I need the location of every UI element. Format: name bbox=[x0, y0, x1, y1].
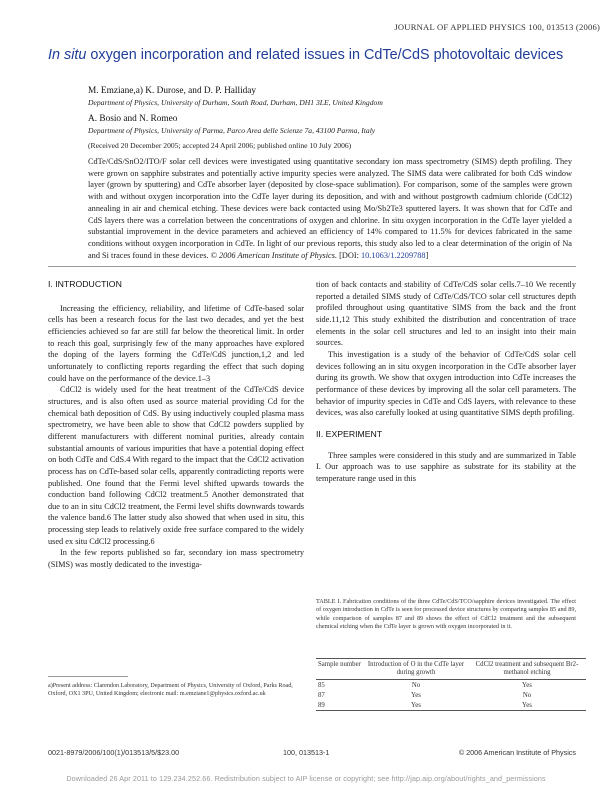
footnote-divider bbox=[48, 676, 128, 677]
table-cell: Yes bbox=[411, 701, 421, 709]
authors-line-2: A. Bosio and N. Romeo bbox=[88, 114, 178, 124]
table-caption: TABLE I. Fabrication conditions of the three CdTe/CdS/TCO/sapphire devices investigated. The effect of oxygen introduction in CdTe is seen for processed device structures by comparing samples 85 and 89, while comparison of samples 87 and 89 shows the effect of CdCl2 treatment and the subsequent chemical etching when the CdTe layer is grown with oxygen incorporated in it. bbox=[316, 598, 576, 630]
doi-link[interactable]: 10.1063/1.2209788 bbox=[361, 250, 426, 260]
affiliation-2: Department of Physics, University of Parma, Parco Area delle Scienze 7a, 43100 Parma, Italy bbox=[88, 126, 376, 135]
footer-page: 100, 013513-1 bbox=[283, 748, 330, 757]
authors-line-1: M. Emziane,a) K. Durose, and D. P. Halliday bbox=[88, 86, 257, 96]
right-paragraph-2: This investigation is a study of the behavior of CdTe/CdS solar cell devices following an in situ oxygen incorporation in the CdTe absorber layer during its growth. We show that oxygen introduction into CdTe increases the performance of these devices by improving all the solar cell parameters. The behavior of impurity species in CdTe and CdS layers, with relevance to these devices, was also carefully looked at using quantitative SIMS depth profiling. bbox=[316, 349, 576, 418]
footer-copyright: © 2006 American Institute of Physics bbox=[458, 748, 576, 757]
table-1 bbox=[316, 658, 586, 711]
table-cell: Yes bbox=[522, 701, 532, 709]
abstract-copyright: © 2006 American Institute of Physics. bbox=[210, 250, 338, 260]
title-rest: oxygen incorporation and related issues in CdTe/CdS photovoltaic devices bbox=[86, 47, 564, 63]
table-row bbox=[316, 700, 586, 711]
intro-heading: I. INTRODUCTION bbox=[48, 279, 122, 289]
table-header-oxygen: Introduction of O in the CdTe layer during growth bbox=[367, 661, 465, 676]
affiliation-1: Department of Physics, University of Durham, South Road, Durham, DH1 3LE, United Kingdom bbox=[88, 98, 383, 107]
intro-paragraph-2: CdCl2 is widely used for the heat treatment of the CdTe/CdS device structures, and is also often used as source material providing Cd for the chemical bath deposition of CdS. By using inductively coupled plasma mass spectrometry, we have been able to show that CdCl2 powders supplied by different manufacturers with different nominal purities, already contain substantial amounts of various impurities that have a potential doping effect on both CdTe and CdS.4 With regard to the impact that the CdCl2 activation process has on CdTe-based solar cells, apparently contradicting reports were published. One found that the Fermi level shifted upwards towards the conduction band following CdCl2 treatment.5 Another demonstrated that due to an in situ CdCl2 treatment, the Fermi level shifts downwards towards the valence band.6 The latter study also showed that when used in situ, this processing step leads to relatively oxide free surface compared to the widely used ex situ CdCl2 processing.6 bbox=[48, 385, 304, 546]
received-dates: (Received 20 December 2005; accepted 24 April 2006; published online 10 July 2006) bbox=[88, 141, 352, 150]
table-cell: 85 bbox=[318, 681, 325, 689]
table-cell: Yes bbox=[522, 681, 532, 689]
right-paragraph-1: tion of back contacts and stability of CdTe/CdS solar cells.7–10 We recently reported a detailed SIMS study of CdTe/CdS/TCO solar cell structures depth profiled throughout using quantitative SIMS from the back and the front side.11,12 This study exhibited the distribution and concentration of trace elements in the solar cell structures and led to an insight into their main sources. bbox=[316, 280, 576, 348]
fabrication-table bbox=[316, 658, 586, 711]
abstract-text: CdTe/CdS/SnO2/ITO/F solar cell devices were investigated using quantitative secondary ion mass spectrometry (SIMS) depth profiling. They were grown on sapphire substrates and potentially active impurity species were analyzed. The SIMS data were calibrated for both CdS window layer (grown by sputtering) and CdTe absorber layer (deposited by close-space sublimation). For comparison, some of the samples were grown with and without oxygen incorporation into the CdTe layer during its deposition, and with and without postgrowth cadmium chloride (CdCl2) annealing in air and chemical etching. These devices were back contacted using Mo/Sb2Te3 sputtered layers. It was shown that for CdTe and CdS layers there was a correlation between the concentrations of oxygen and chlorine. In situ oxygen incorporation in the CdTe layer yielded a substantial improvement in the device parameters and achieved an efficiency of 14% compared to 11.5% for devices fabricated in the same conditions without oxygen incorporation in CdTe. In light of our previous reports, this study also led to a clear determination of the origin of Na and Si traces found in these devices. bbox=[88, 157, 572, 260]
abstract bbox=[88, 156, 572, 261]
table-header-sample: Sample number bbox=[318, 661, 361, 668]
table-cell: 87 bbox=[318, 691, 325, 699]
experiment-heading: II. EXPERIMENT bbox=[316, 428, 383, 439]
doi-prefix: [DOI: bbox=[339, 250, 361, 260]
table-cell: Yes bbox=[411, 691, 421, 699]
table-row bbox=[316, 690, 586, 700]
doi-suffix: ] bbox=[425, 250, 429, 260]
abstract-divider bbox=[48, 266, 576, 267]
footnote: a)Present address: Clarendon Laboratory, Department of Physics, University of Oxford, Parks Road, Oxford, OX1 3PU, United Kingdom; electronic mail: m.emziane1@physics.oxford.ac.uk bbox=[48, 683, 293, 698]
journal-header: JOURNAL OF APPLIED PHYSICS 100, 013513 (2006) bbox=[394, 22, 600, 32]
left-column bbox=[48, 279, 304, 571]
intro-paragraph-3: In the few reports published so far, secondary ion mass spectrometry (SIMS) was mostly dedicated to the investiga- bbox=[48, 548, 304, 570]
intro-paragraph-1: Increasing the efficiency, reliability, and lifetime of CdTe-based solar cells has been a research focus for the last two decades, and yet the best efficiencies achieved so far are still far below the theoretical limit. In order to reach this goal, surprisingly few of the many approaches have explored the doping of the layers forming the CdTe/CdS junction,1,2 and led unfortunately to conflicting reports regarding the effect that such doping could have on the performance of the device.1–3 bbox=[48, 303, 304, 383]
article-title bbox=[48, 47, 568, 63]
table-row bbox=[316, 680, 586, 691]
footer-issn: 0021-8979/2006/100(1)/013513/5/$23.00 bbox=[48, 748, 180, 757]
title-italic: In situ bbox=[48, 47, 87, 63]
table-header-cdcl2: CdCl2 treatment and subsequent Br2-methanol etching bbox=[475, 661, 579, 676]
experiment-paragraph-1: Three samples were considered in this study and are summarized in Table I. Our approach was to use sapphire as substrate for its stability at the temperature range used in this bbox=[316, 450, 576, 483]
table-cell: No bbox=[411, 681, 421, 689]
download-notice: Downloaded 26 Apr 2011 to 129.234.252.66. Redistribution subject to AIP license or copyright; see http://jap.aip.org/about/rights_and_permissions bbox=[66, 774, 546, 783]
table-cell: No bbox=[522, 691, 532, 699]
table-cell: 89 bbox=[318, 701, 325, 709]
right-column bbox=[316, 279, 576, 485]
